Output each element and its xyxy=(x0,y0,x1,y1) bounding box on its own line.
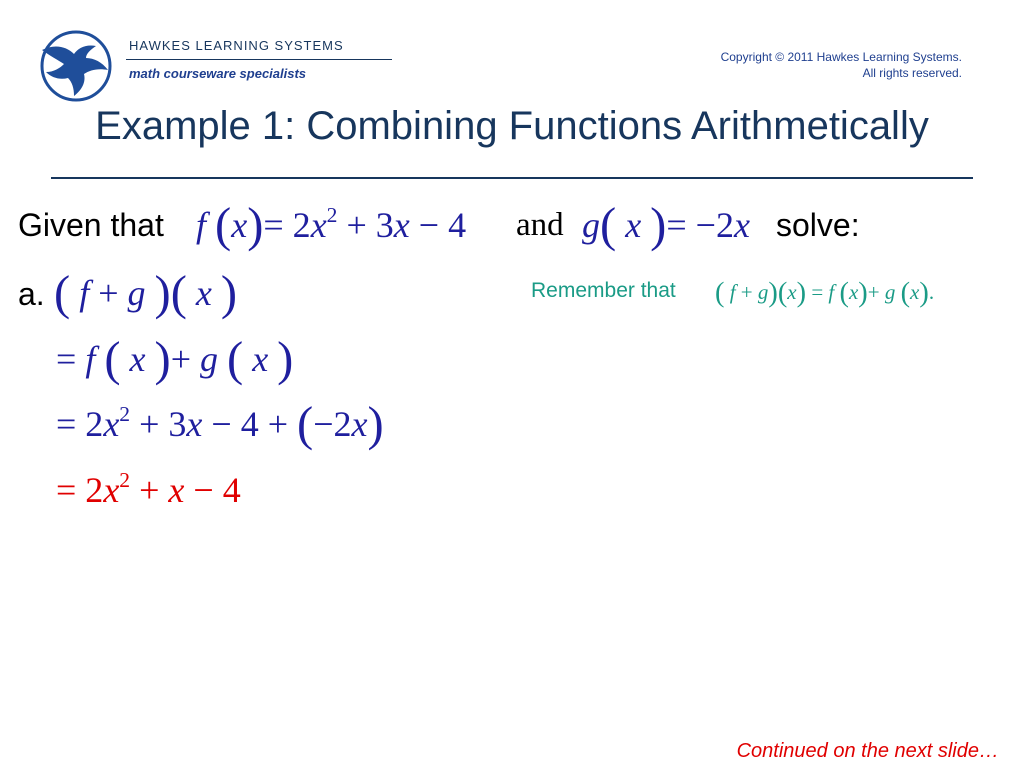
title-divider xyxy=(51,177,973,179)
eagle-logo-icon xyxy=(36,28,116,104)
solution-step-2: = $2x^2 + 3x - 4 + (-2x)$ xyxy=(56,396,384,451)
given-label: Given that xyxy=(18,207,164,243)
solution-step-1: = f ( x )+ g ( x ) xyxy=(56,331,294,386)
continued-note: Continued on the next slide… xyxy=(736,740,999,762)
part-label: a. xyxy=(18,276,45,312)
g-definition: g( x )= −2x xyxy=(582,197,750,252)
solve-label: solve: xyxy=(776,207,860,243)
brand-tagline: math courseware specialists xyxy=(129,66,307,81)
remember-label: Remember that xyxy=(531,279,676,302)
copyright-notice xyxy=(721,49,962,81)
f-definition: f $(x)= 2x^2 + 3x - 4$ xyxy=(196,197,467,252)
remember-identity: ( f + g)(x) = f (x)+ g (x). xyxy=(715,277,935,309)
slide-title: Example 1: Combining Functions Arithmetically xyxy=(95,104,929,148)
brand-name: HAWKES LEARNING SYSTEMS xyxy=(129,38,344,53)
brand-divider xyxy=(126,59,392,60)
copyright-line: Copyright © 2011 Hawkes Learning Systems. xyxy=(720,50,962,64)
copyright-line: All rights reserved. xyxy=(862,66,962,80)
part-a-expression: ( f + g )( x ) xyxy=(54,265,238,320)
solution-answer: = $2x^2 + x - 4$ xyxy=(56,467,241,510)
and-word: and xyxy=(516,207,564,243)
